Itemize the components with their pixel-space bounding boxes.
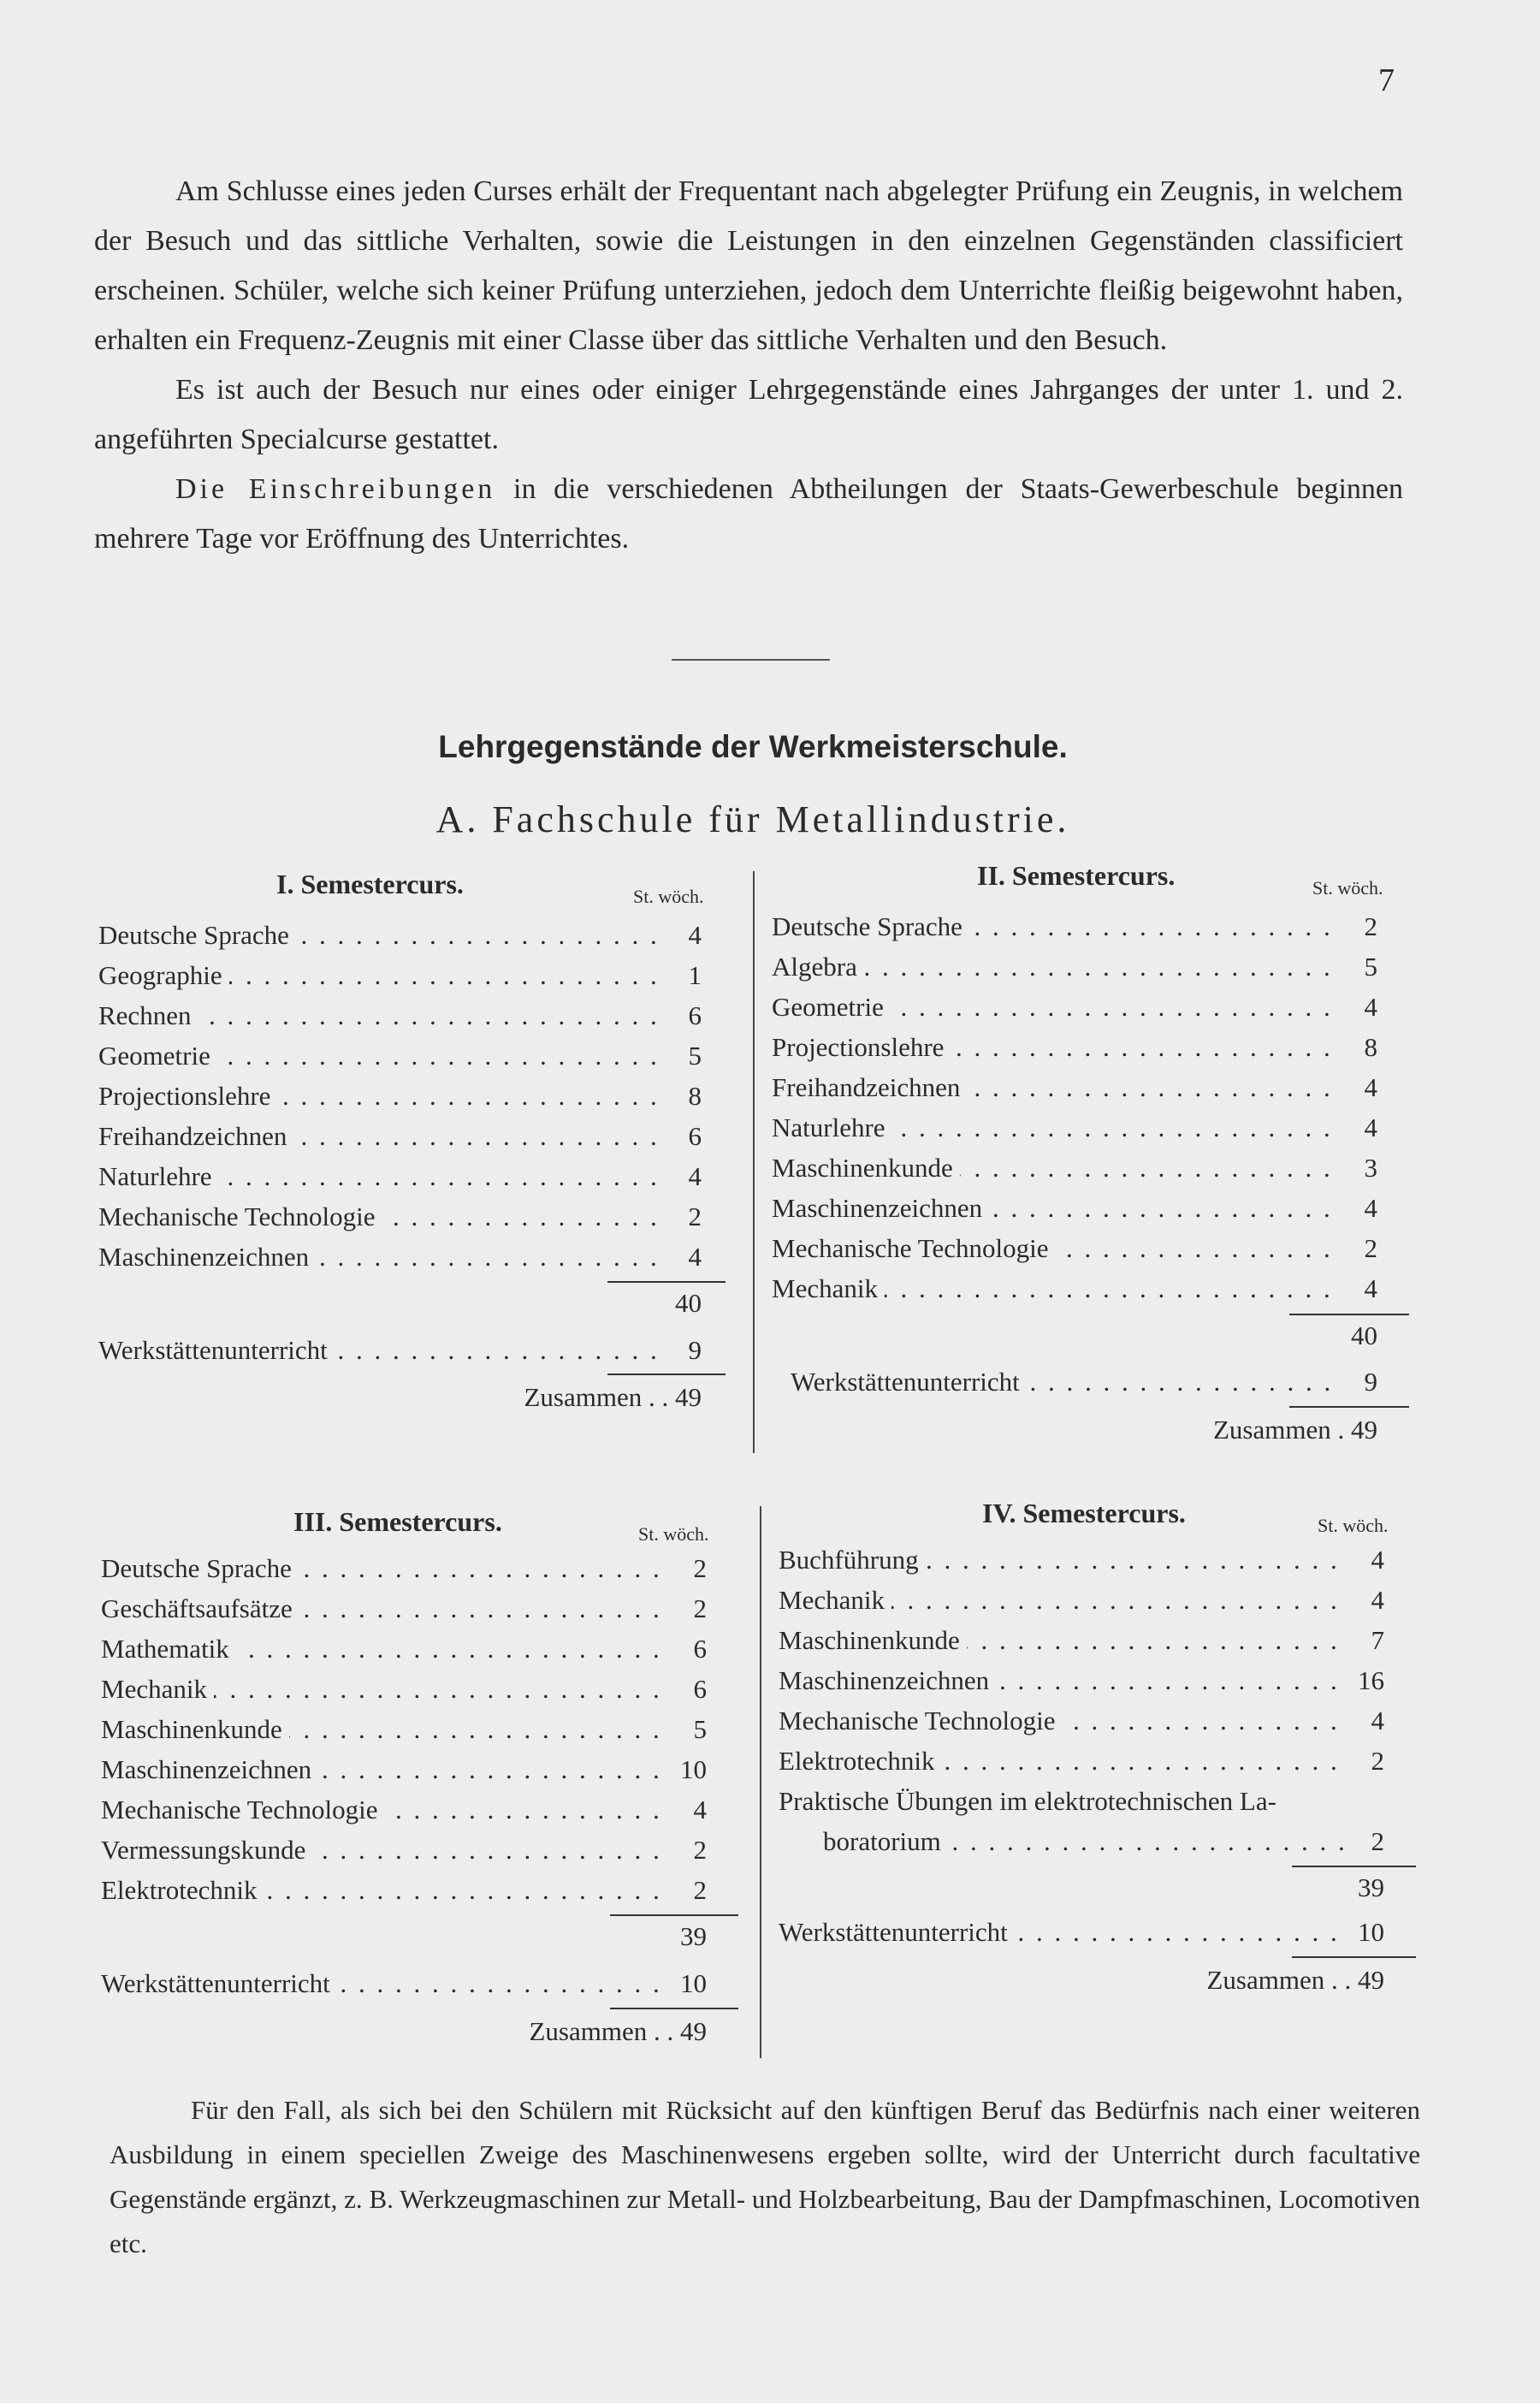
sum-rule — [1292, 1866, 1416, 1867]
table-row: . . . Mechanik 6 — [101, 1674, 707, 1713]
table-row: . . . Mechanische Technologie 4 — [779, 1706, 1384, 1745]
sum-rule — [607, 1374, 726, 1375]
table-row: . . . Mechanische Technologie 4 — [101, 1795, 707, 1834]
table-row: . . . Mechanik 4 — [772, 1273, 1377, 1313]
intro-text — [94, 167, 1403, 564]
table-row: . . . Maschinenzeichnen 4 — [772, 1193, 1377, 1232]
sum-rule — [1292, 1956, 1416, 1958]
section-subheading: A. Fachschule für Metallindustrie. — [435, 798, 1070, 840]
total-row: Zusammen . . 49 — [524, 1382, 702, 1412]
total-row: Zusammen . . 49 — [529, 2016, 707, 2046]
table-row: . . . Maschinenkunde 5 — [101, 1714, 707, 1753]
table-row: . . . Elektrotechnik 2 — [101, 1875, 707, 1914]
total-label: Zusammen — [1213, 1415, 1331, 1445]
table-row: . . . Mechanik 4 — [779, 1585, 1384, 1624]
table-row: . . . Mechanische Technologie 2 — [98, 1202, 702, 1241]
column-divider-top — [753, 871, 755, 1453]
unit-label: St. wöch. — [638, 1523, 709, 1545]
subtotal-value: 40 — [1351, 1320, 1377, 1350]
workshop-row: . . . Werkstättenunterricht 10 — [779, 1917, 1384, 1956]
subtotal-value: 39 — [1358, 1872, 1384, 1902]
table-row: . . . Geometrie 5 — [98, 1041, 702, 1080]
table-row: . . . Maschinenkunde 3 — [772, 1153, 1377, 1192]
page-number: 7 — [1378, 62, 1395, 98]
table-row: . . . Deutsche Sprache 2 — [772, 911, 1377, 951]
unit-label: St. wöch. — [633, 886, 704, 907]
course-title: III. Semestercurs. — [293, 1506, 502, 1537]
table-row: . . . Rechnen 6 — [98, 1000, 702, 1040]
table-row: . . . Elektrotechnik 2 — [779, 1746, 1384, 1785]
total-row: Zusammen . 49 — [1213, 1415, 1377, 1445]
section-divider — [672, 659, 830, 661]
intro-paragraph-2: Es ist auch der Besuch nur eines oder einiger Lehrgegenstände eines Jahrganges der unter 1. und 2. angeführten Specialcurse gestattet. — [94, 374, 1403, 455]
table-row: . . . Freihandzeichnen 6 — [98, 1121, 702, 1160]
total-value: 49 — [1358, 1965, 1384, 1995]
course-semester-1 — [98, 869, 732, 1433]
course-semester-3 — [101, 1506, 751, 2071]
intro-paragraph-1: Am Schlusse eines jeden Curses erhält der Frequentant nach abgelegter Prüfung ein Zeugnis, in welchem der Besuch und das sittliche Verhalten, sowie die Leistungen in den einzelnen Gegenständen classificiert erscheinen. Schüler, welche sich keiner Prüfung unterziehen, jedoch dem Unterrichte fleißig beigewohnt haben, erhalten ein Frequenz-Zeugnis mit einer Classe über das sittliche Verhalten und den Besuch. — [94, 175, 1403, 356]
sum-rule — [1289, 1406, 1409, 1408]
table-row: . . . Projectionslehre 8 — [772, 1032, 1377, 1071]
total-label: Zusammen — [1206, 1965, 1325, 1995]
intro-paragraph-3-rest: in die verschiedenen Abtheilungen der Staats-Gewerbeschule beginnen mehrere Tage vor Eröffnung des Unterrichtes. — [94, 473, 1404, 555]
table-row: . . . Buchführung 4 — [779, 1545, 1384, 1584]
table-row: . . . Naturlehre 4 — [772, 1112, 1377, 1152]
course-title: IV. Semestercurs. — [982, 1498, 1186, 1528]
table-row: . . . Maschinenzeichnen 16 — [779, 1665, 1384, 1705]
subtotal-value: 39 — [680, 1921, 707, 1951]
subtotal-value: 40 — [675, 1288, 702, 1318]
table-row: . . . Geometrie 4 — [772, 992, 1377, 1031]
table-row: . . . Mathematik 6 — [101, 1634, 707, 1673]
table-row: . . . Deutsche Sprache 2 — [101, 1553, 707, 1593]
table-row: . . . Geographie 1 — [98, 960, 702, 1000]
footer-paragraph: Für den Fall, als sich bei den Schülern mit Rücksicht auf den künftigen Beruf das Bedürfnis nach einer weiteren Ausbildung in einem speciellen Zweige des Maschinenwesens ergeben sollte, wird der Unterricht durch facultative Gegenstände ergänzt, z. B. Werkzeugmaschinen zur Metall- und Holzbearbeitung, Bau der Dampfmaschinen, Locomotiven etc. — [110, 2095, 1420, 2258]
sum-rule — [610, 2008, 738, 2009]
total-value: 49 — [1351, 1415, 1377, 1445]
unit-label: St. wöch. — [1318, 1515, 1389, 1536]
intro-paragraph-3-emphasis: Die Einschreibungen — [175, 473, 496, 505]
workshop-row: . . . Werkstättenunterricht 9 — [791, 1367, 1377, 1406]
unit-label: St. wöch. — [1312, 877, 1383, 899]
column-divider-bottom — [760, 1506, 761, 2058]
sum-rule — [1289, 1314, 1409, 1315]
table-row: . . . Algebra 5 — [772, 952, 1377, 991]
course-semester-4 — [779, 1498, 1429, 2028]
total-value: 49 — [675, 1382, 702, 1412]
table-row: . . . Deutsche Sprache 4 — [98, 920, 702, 959]
course-semester-2 — [772, 860, 1422, 1459]
table-row: . . . Projectionslehre 8 — [98, 1081, 702, 1120]
table-row: . . . Mechanische Technologie 2 — [772, 1233, 1377, 1273]
table-row: . . . Maschinenkunde 7 — [779, 1625, 1384, 1664]
table-row: . . . Geschäftsaufsätze 2 — [101, 1593, 707, 1633]
extra-line: Praktische Übungen im elektrotechnischen La- — [779, 1786, 1276, 1816]
total-value: 49 — [680, 2016, 707, 2046]
workshop-row: . . . Werkstättenunterricht 9 — [98, 1335, 702, 1374]
table-row: . . . Maschinenzeichnen 4 — [98, 1242, 702, 1281]
section-heading: Lehrgegenstände der Werkmeisterschule. — [438, 729, 1068, 764]
table-row: . . . Vermessungskunde 2 — [101, 1835, 707, 1874]
total-row: Zusammen . . 49 — [1206, 1965, 1384, 1995]
workshop-row: . . . Werkstättenunterricht 10 — [101, 1968, 707, 2008]
course-title: I. Semestercurs. — [276, 869, 464, 899]
total-label: Zusammen — [529, 2016, 648, 2046]
course-title: II. Semestercurs. — [977, 860, 1176, 891]
total-label: Zusammen — [524, 1382, 643, 1412]
table-row: . . . Naturlehre 4 — [98, 1161, 702, 1201]
table-row: . . . Freihandzeichnen 4 — [772, 1072, 1377, 1112]
table-row: . . . Maschinenzeichnen 10 — [101, 1754, 707, 1794]
intro-paragraph-3 — [94, 465, 1403, 564]
table-row: . . . boratorium 2 — [823, 1826, 1384, 1866]
sum-rule — [610, 1914, 738, 1916]
sum-rule — [607, 1281, 726, 1283]
